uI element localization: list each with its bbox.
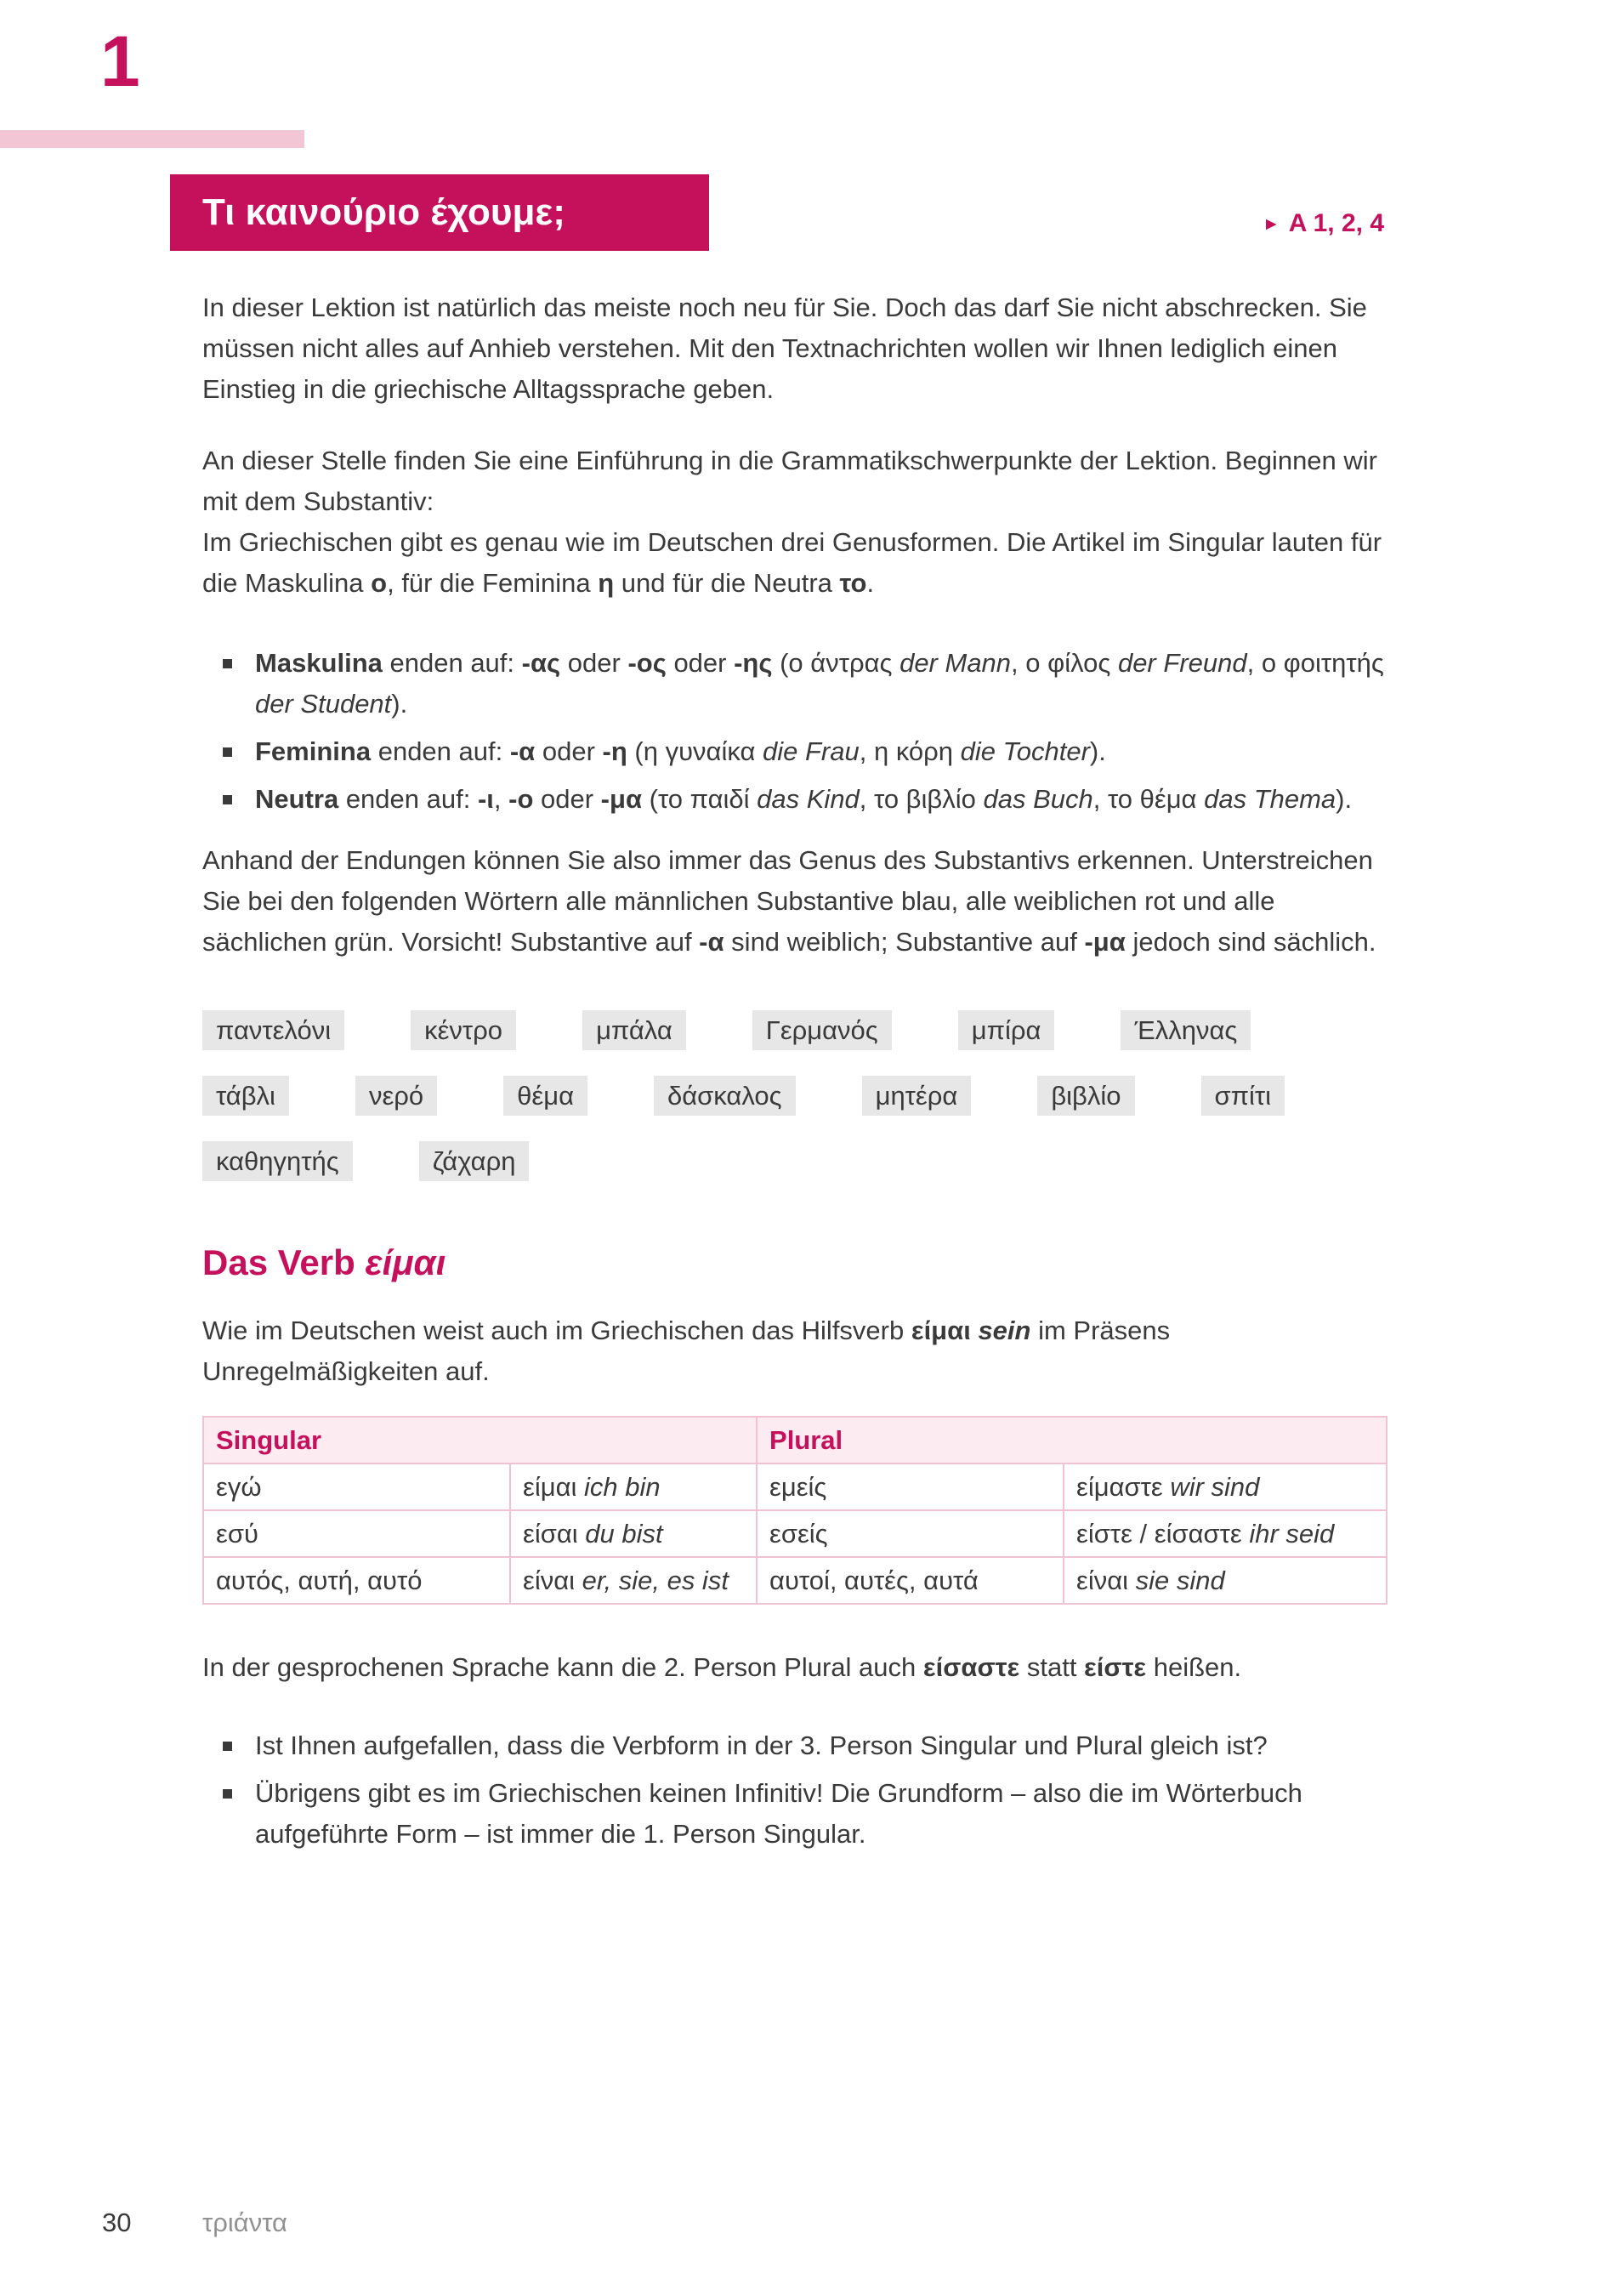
table-cell-form: είσαι du bist xyxy=(510,1510,757,1557)
greek-word-chip: καθηγητής xyxy=(202,1141,353,1181)
ref-label: A 1, 2, 4 xyxy=(1288,209,1384,237)
noun-rule-text: Maskulina enden auf: -ας oder -ος oder -ης (ο άντρας der Mann, ο φίλος der Freund, ο φοιτητής der Student). xyxy=(255,648,1384,719)
grammar-intro-paragraph xyxy=(202,440,1386,604)
lesson-title: Τι καινούριο έχουμε; xyxy=(202,191,565,233)
table-cell-pronoun: εσύ xyxy=(203,1510,510,1557)
word-row xyxy=(202,1076,1386,1116)
verb-note-item xyxy=(202,1725,1386,1766)
greek-word-chip: μητέρα xyxy=(862,1076,972,1116)
table-cell-form: είμαι ich bin xyxy=(510,1463,757,1510)
word-row xyxy=(202,1141,1386,1181)
verb-section-heading: Das Verb είμαι xyxy=(202,1242,446,1282)
verb-note-text: Ist Ihnen aufgefallen, dass die Verbform in der 3. Person Singular und Plural gleich ist? xyxy=(255,1731,1268,1760)
bullet-square-icon xyxy=(223,795,232,804)
greek-word-chip: μπάλα xyxy=(582,1010,686,1050)
usage-note-paragraph: In der gesprochenen Sprache kann die 2. Person Plural auch είσαστε statt είστε heißen. xyxy=(202,1652,1242,1682)
noun-rules-list xyxy=(202,643,1386,820)
greek-word-chip: τάβλι xyxy=(202,1076,289,1116)
greek-word-chip: νερό xyxy=(355,1076,437,1116)
verb-conjugation-table xyxy=(202,1416,1387,1605)
bullet-square-icon xyxy=(223,659,232,668)
bullet-square-icon xyxy=(223,1742,232,1751)
genus-exercise-paragraph: Anhand der Endungen können Sie also immer das Genus des Substantivs erkennen. Unterstreichen Sie bei den folgenden Wörtern alle männlichen Substantive blau, alle weiblichen rot und alle sächlichen grün. Vorsicht! Substantive auf -α sind weiblich; Substantive auf -μα jedoch sind sächlich. xyxy=(202,845,1376,957)
noun-rule-item xyxy=(202,643,1386,725)
table-cell-pronoun: αυτοί, αυτές, αυτά xyxy=(757,1557,1064,1604)
noun-rule-text: Feminina enden auf: -α oder -η (η γυναίκα die Frau, η κόρη die Tochter). xyxy=(255,736,1106,766)
table-cell-pronoun: εσείς xyxy=(757,1510,1064,1557)
chapter-accent-bar xyxy=(0,130,304,148)
bullet-square-icon xyxy=(223,1789,232,1799)
table-header-row xyxy=(203,1417,1387,1463)
greek-word-chip: μπίρα xyxy=(958,1010,1055,1050)
noun-rule-item xyxy=(202,779,1386,820)
verb-note-item xyxy=(202,1773,1386,1855)
greek-word-chip: βιβλίο xyxy=(1037,1076,1134,1116)
noun-word-chips xyxy=(202,1010,1386,1181)
page-number: 30 xyxy=(102,2208,132,2237)
greek-word-chip: ζάχαρη xyxy=(419,1141,530,1181)
table-cell-form: είναι er, sie, es ist xyxy=(510,1557,757,1604)
page-number-word: τριάντα xyxy=(202,2208,287,2237)
table-header-singular: Singular xyxy=(203,1417,757,1463)
table-cell-pronoun: εγώ xyxy=(203,1463,510,1510)
table-cell-pronoun: αυτός, αυτή, αυτό xyxy=(203,1557,510,1604)
chapter-number: 1 xyxy=(100,21,140,101)
verb-note-text: Übrigens gibt es im Griechischen keinen Infinitiv! Die Grundform – also die im Wörterbuch aufgeführte Form – ist immer die 1. Person Singular. xyxy=(255,1778,1302,1849)
exercise-reference xyxy=(1263,209,1384,238)
table-header-plural: Plural xyxy=(757,1417,1387,1463)
greek-word-chip: δάσκαλος xyxy=(654,1076,796,1116)
greek-word-chip: σπίτι xyxy=(1201,1076,1285,1116)
word-row xyxy=(202,1010,1386,1050)
grammar-intro-line-a: An dieser Stelle finden Sie eine Einführung in die Grammatikschwerpunkte der Lektion. Beginnen wir mit dem Substantiv: xyxy=(202,446,1377,516)
ref-arrow-icon: ► xyxy=(1262,213,1280,234)
table-cell-form: είμαστε wir sind xyxy=(1064,1463,1387,1510)
greek-word-chip: κέντρο xyxy=(411,1010,516,1050)
bullet-square-icon xyxy=(223,747,232,757)
noun-rule-item xyxy=(202,731,1386,772)
intro-paragraph: In dieser Lektion ist natürlich das meiste noch neu für Sie. Doch das darf Sie nicht abschrecken. Sie müssen nicht alles auf Anhieb verstehen. Mit den Textnachrichten wollen wir Ihnen lediglich einen Einstieg in die griechische Alltagssprache geben. xyxy=(202,293,1367,404)
verb-notes-list xyxy=(202,1725,1386,1855)
table-cell-pronoun: εμείς xyxy=(757,1463,1064,1510)
lesson-title-bar xyxy=(170,174,709,251)
grammar-intro-line-b: Im Griechischen gibt es genau wie im Deutschen drei Genusformen. Die Artikel im Singular lauten für die Maskulina ο, für die Feminina η und für die Neutra το. xyxy=(202,527,1382,598)
table-cell-form: είστε / είσαστε ihr seid xyxy=(1064,1510,1387,1557)
greek-word-chip: παντελόνι xyxy=(202,1010,344,1050)
main-content xyxy=(202,287,1386,1861)
greek-word-chip: θέμα xyxy=(503,1076,587,1116)
table-row xyxy=(203,1463,1387,1510)
table-row xyxy=(203,1510,1387,1557)
greek-word-chip: Έλληνας xyxy=(1121,1010,1251,1050)
greek-word-chip: Γερμανός xyxy=(752,1010,892,1050)
verb-intro-paragraph: Wie im Deutschen weist auch im Griechischen das Hilfsverb είμαι sein im Präsens Unregelmäßigkeiten auf. xyxy=(202,1316,1171,1386)
table-cell-form: είναι sie sind xyxy=(1064,1557,1387,1604)
noun-rule-text: Neutra enden auf: -ι, -ο oder -μα (το παιδί das Kind, το βιβλίο das Buch, το θέμα das Thema). xyxy=(255,784,1353,814)
table-row xyxy=(203,1557,1387,1604)
